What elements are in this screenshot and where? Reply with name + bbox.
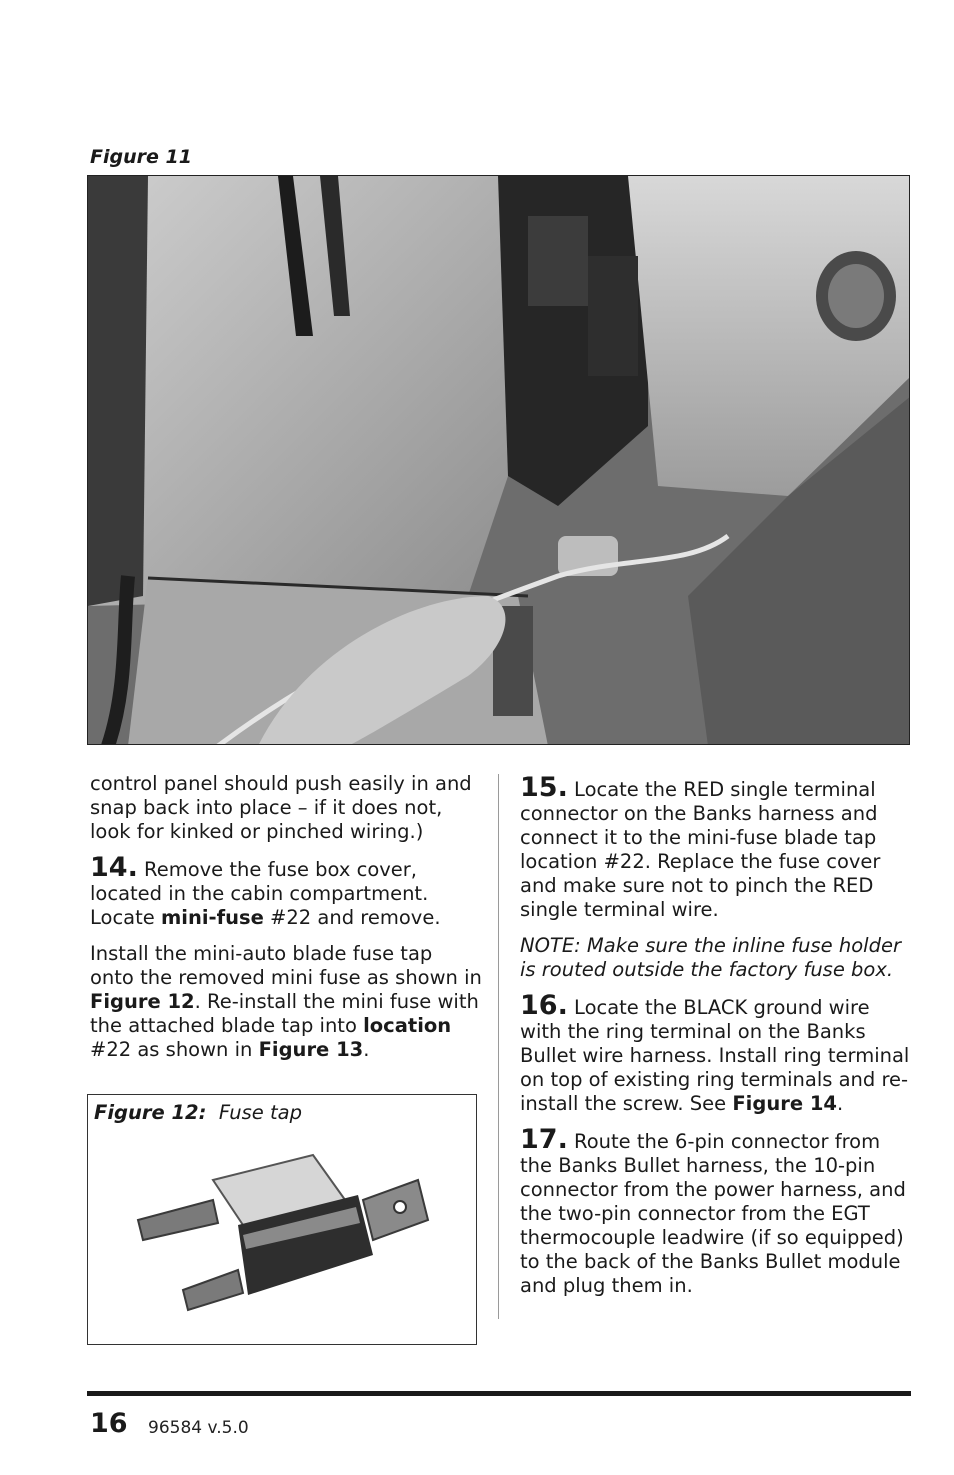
left-column	[90, 772, 482, 1074]
step-15	[520, 772, 912, 922]
install-text-3: #22 as shown in	[90, 1038, 259, 1061]
figure-13-reference: Figure 13	[258, 1038, 364, 1061]
step-14-text-end: #22 and remove.	[263, 906, 441, 929]
install-paragraph	[90, 942, 482, 1062]
step-15-text: Locate the RED single terminal connector on the Banks harness and connect it to the mini-fuse blade tap location #22. Replace the fuse cover and make sure not to pinch the RED single terminal wire.	[520, 778, 881, 921]
figure-11-photo	[87, 175, 910, 745]
step-16-end: .	[836, 1092, 844, 1115]
mini-fuse-label: mini-fuse	[160, 906, 264, 929]
figure-14-reference: Figure 14	[732, 1092, 837, 1115]
figure-12-box	[87, 1094, 477, 1345]
continuation-paragraph: control panel should push easily in and snap back into place – if it does not, look for kinked or pinched wiring.)	[90, 772, 472, 843]
install-text-1: Install the mini-auto blade fuse tap onto the removed mini fuse as shown in	[90, 942, 482, 989]
install-text-4: .	[363, 1038, 370, 1061]
step-14-number: 14.	[90, 852, 138, 883]
step-14	[90, 852, 482, 930]
column-divider	[498, 774, 499, 1319]
step-16-text: Locate the BLACK ground wire with the ring terminal on the Banks Bullet wire harness. Install ring terminal on top of existing ring terminals and re-install the screw. See	[520, 996, 910, 1115]
figure-12-title: Fuse tap	[218, 1101, 302, 1124]
step-16-number: 16.	[520, 990, 568, 1021]
figure-11-caption: Figure 11	[90, 146, 192, 168]
step-17	[520, 1124, 912, 1298]
step-16	[520, 990, 912, 1116]
right-column	[520, 772, 912, 1310]
figure-12-reference: Figure 12	[90, 990, 195, 1013]
install-text-2: . Re-install the mini fuse with the attached blade tap into	[90, 990, 479, 1037]
fuse-tap-image	[128, 1145, 438, 1325]
location-label: location	[363, 1014, 452, 1037]
step-17-number: 17.	[520, 1124, 568, 1155]
step-14-text: Remove the fuse box cover, located in the cabin compartment. Locate	[90, 858, 429, 929]
figure-12-caption	[94, 1101, 302, 1124]
document-version: 96584 v.5.0	[148, 1418, 249, 1438]
step-17-text: Route the 6-pin connector from the Banks Bullet harness, the 10-pin connector from the power harness, and the two-pin connector from the EGT thermocouple leadwire (if so equipped) to the back of the Banks Bullet module and plug them in.	[520, 1130, 906, 1297]
page-number: 16	[90, 1408, 128, 1439]
footer-rule	[87, 1391, 911, 1396]
figure-12-label: Figure 12:	[94, 1101, 207, 1124]
step-15-number: 15.	[520, 772, 568, 803]
fuse-holder-note: NOTE: Make sure the inline fuse holder is routed outside the factory fuse box.	[520, 934, 901, 981]
